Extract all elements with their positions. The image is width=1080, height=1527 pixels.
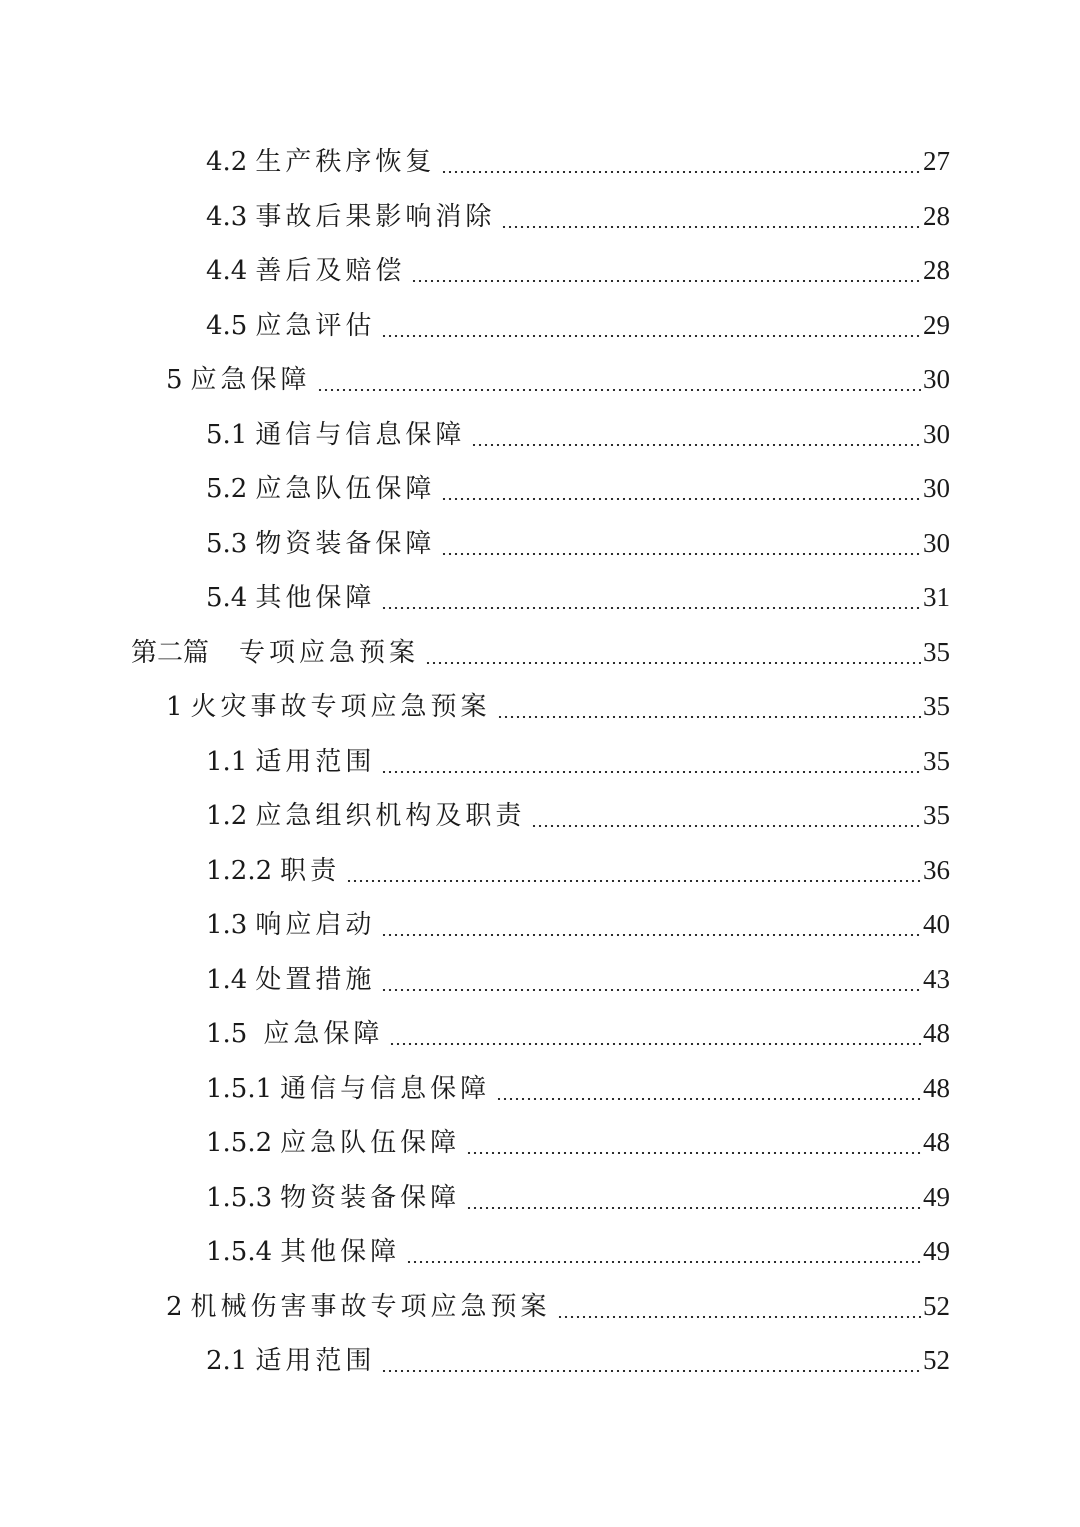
toc-leader-dots	[317, 389, 921, 391]
toc-entry-text: 应急保障	[190, 365, 311, 395]
toc-entry-title	[206, 844, 340, 899]
toc-entry-number: 1.2.2	[206, 855, 273, 886]
toc-entry-text: 通信与信息保障	[255, 419, 466, 450]
toc-entry-number: 1.3	[206, 910, 248, 940]
toc-page-number: 40	[923, 909, 950, 939]
toc-leader-dots	[496, 1098, 921, 1100]
toc-entry[interactable]	[0, 516, 1080, 571]
toc-entry-text: 应急组织机构及职责	[255, 801, 526, 831]
toc-entry-number: 4.3	[206, 201, 248, 232]
toc-leader-dots	[381, 771, 921, 773]
toc-page-number: 30	[923, 364, 950, 394]
toc-page-number: 52	[923, 1290, 950, 1321]
toc-entry-number: 1.5.1	[206, 1073, 273, 1104]
toc-entry-title	[206, 1225, 400, 1280]
toc-page-number: 35	[923, 636, 950, 667]
toc-entry[interactable]	[0, 134, 1080, 189]
toc-entry-number: 4.2	[206, 147, 248, 177]
toc-entry-number: 2.1	[206, 1346, 248, 1376]
toc-leader-dots	[471, 444, 921, 446]
toc-entry[interactable]	[0, 243, 1080, 298]
toc-entry-text: 通信与信息保障	[280, 1073, 491, 1104]
table-of-contents	[0, 134, 1080, 1388]
toc-entry-title	[206, 789, 525, 844]
toc-page-number: 48	[923, 1072, 950, 1103]
toc-entry[interactable]	[0, 1006, 1080, 1061]
toc-leader-dots	[411, 280, 921, 282]
toc-entry-text: 其他保障	[280, 1237, 401, 1267]
toc-entry-title	[206, 1171, 460, 1226]
toc-entry-title	[166, 680, 491, 735]
toc-entry-text: 事故后果影响消除	[255, 201, 496, 232]
toc-page-number: 27	[923, 146, 950, 176]
toc-leader-dots	[389, 1043, 921, 1045]
toc-entry-number: 1.4	[206, 964, 248, 995]
toc-page-number: 28	[923, 200, 950, 231]
toc-page-number: 35	[923, 745, 950, 776]
toc-leader-dots	[381, 607, 921, 609]
toc-entry-text: 应急评估	[255, 310, 376, 341]
toc-entry-number: 1.5.4	[206, 1237, 273, 1267]
toc-entry-text: 其他保障	[255, 583, 376, 613]
toc-page-number: 49	[923, 1236, 950, 1266]
toc-entry-title	[206, 135, 435, 190]
toc-entry-title	[206, 462, 435, 517]
toc-entry-number: 1.5.2	[206, 1128, 273, 1158]
toc-page-number: 48	[923, 1018, 950, 1048]
toc-entry[interactable]	[0, 843, 1080, 898]
toc-page-number: 48	[923, 1127, 950, 1157]
toc-entry-title	[206, 190, 495, 245]
toc-leader-dots	[501, 226, 921, 228]
toc-entry-title	[206, 1116, 460, 1171]
toc-entry-title	[206, 571, 375, 626]
toc-entry[interactable]	[0, 461, 1080, 516]
toc-entry[interactable]	[0, 1170, 1080, 1225]
toc-entry-title	[131, 626, 419, 681]
toc-entry-title	[166, 1280, 551, 1335]
toc-entry-text: 适用范围	[255, 1346, 376, 1376]
toc-entry-title	[206, 244, 405, 299]
toc-page-number: 28	[923, 255, 950, 285]
toc-page-number: 35	[923, 800, 950, 830]
toc-leader-dots	[466, 1207, 921, 1209]
toc-entry-title	[166, 353, 311, 408]
toc-entry-text: 物资装备保障	[255, 528, 436, 559]
toc-entry-title	[206, 735, 375, 790]
toc-entry-number: 5.2	[206, 474, 248, 504]
toc-entry-title	[206, 953, 375, 1008]
toc-entry-number: 1	[166, 692, 183, 722]
toc-entry-text: 应急保障	[263, 1019, 384, 1049]
toc-entry[interactable]	[0, 570, 1080, 625]
toc-entry-text: 火灾事故专项应急预案	[190, 692, 491, 722]
toc-leader-dots	[531, 825, 921, 827]
toc-entry-number: 5	[166, 365, 183, 395]
toc-entry-number: 5.4	[206, 583, 248, 613]
toc-entry-title	[206, 408, 465, 463]
toc-leader-dots	[441, 171, 921, 173]
toc-entry-text: 应急队伍保障	[255, 474, 436, 504]
toc-entry-title	[206, 1062, 490, 1117]
toc-entry[interactable]	[0, 679, 1080, 734]
toc-entry-title	[206, 517, 435, 572]
toc-entry[interactable]	[0, 1061, 1080, 1116]
toc-entry[interactable]	[0, 352, 1080, 407]
toc-entry-text: 善后及赔偿	[255, 256, 406, 286]
toc-page-number: 30	[923, 473, 950, 503]
toc-entry-text: 机械伤害事故专项应急预案	[190, 1291, 551, 1322]
toc-leader-dots	[497, 716, 921, 718]
toc-page-number: 35	[923, 691, 950, 721]
toc-entry-text: 生产秩序恢复	[255, 147, 436, 177]
toc-page-number: 52	[923, 1345, 950, 1375]
toc-leader-dots	[557, 1316, 921, 1318]
toc-entry-number: 第二篇	[131, 637, 210, 668]
toc-page-number: 31	[923, 582, 950, 612]
toc-page-number: 43	[923, 963, 950, 994]
toc-entry-text: 处置措施	[255, 964, 376, 995]
toc-leader-dots	[406, 1261, 921, 1263]
toc-leader-dots	[425, 662, 921, 664]
toc-leader-dots	[381, 335, 921, 337]
toc-entry-number: 5.3	[206, 528, 248, 559]
toc-entry-number: 4.4	[206, 256, 248, 286]
toc-entry-text: 专项应急预案	[239, 637, 420, 668]
toc-entry-title	[206, 898, 375, 953]
toc-entry[interactable]	[0, 1279, 1080, 1334]
toc-entry[interactable]	[0, 189, 1080, 244]
toc-entry-text: 适用范围	[255, 746, 376, 777]
toc-page-number: 49	[923, 1181, 950, 1212]
toc-entry[interactable]	[0, 407, 1080, 462]
toc-entry-number: 5.1	[206, 419, 248, 450]
toc-page-number: 30	[923, 527, 950, 558]
toc-entry[interactable]	[0, 298, 1080, 353]
toc-entry[interactable]	[0, 897, 1080, 952]
toc-entry-number: 1.5	[206, 1019, 248, 1049]
toc-entry[interactable]	[0, 1333, 1080, 1388]
toc-entry[interactable]	[0, 625, 1080, 680]
toc-entry-number: 2	[166, 1291, 183, 1322]
toc-page-number: 29	[923, 309, 950, 340]
toc-leader-dots	[441, 553, 921, 555]
toc-entry-title	[206, 1007, 383, 1062]
toc-entry-number: 1.5.3	[206, 1182, 273, 1213]
toc-leader-dots	[346, 880, 921, 882]
toc-entry-text: 响应启动	[255, 910, 376, 940]
toc-entry[interactable]	[0, 1224, 1080, 1279]
toc-entry-number: 1.1	[206, 746, 248, 777]
toc-leader-dots	[466, 1152, 921, 1154]
toc-leader-dots	[381, 934, 921, 936]
toc-entry-number: 4.5	[206, 310, 248, 341]
toc-entry[interactable]	[0, 1115, 1080, 1170]
toc-leader-dots	[381, 989, 921, 991]
toc-leader-dots	[381, 1370, 921, 1372]
toc-entry[interactable]	[0, 788, 1080, 843]
toc-entry-text: 职责	[280, 855, 341, 886]
toc-page-number: 30	[923, 418, 950, 449]
toc-page-number: 36	[923, 854, 950, 885]
toc-entry[interactable]	[0, 734, 1080, 789]
toc-leader-dots	[441, 498, 921, 500]
toc-entry-text: 物资装备保障	[280, 1182, 461, 1213]
toc-entry-title	[206, 299, 375, 354]
toc-entry[interactable]	[0, 952, 1080, 1007]
toc-entry-number: 1.2	[206, 801, 248, 831]
toc-entry-text: 应急队伍保障	[280, 1128, 461, 1158]
toc-entry-title	[206, 1334, 375, 1389]
